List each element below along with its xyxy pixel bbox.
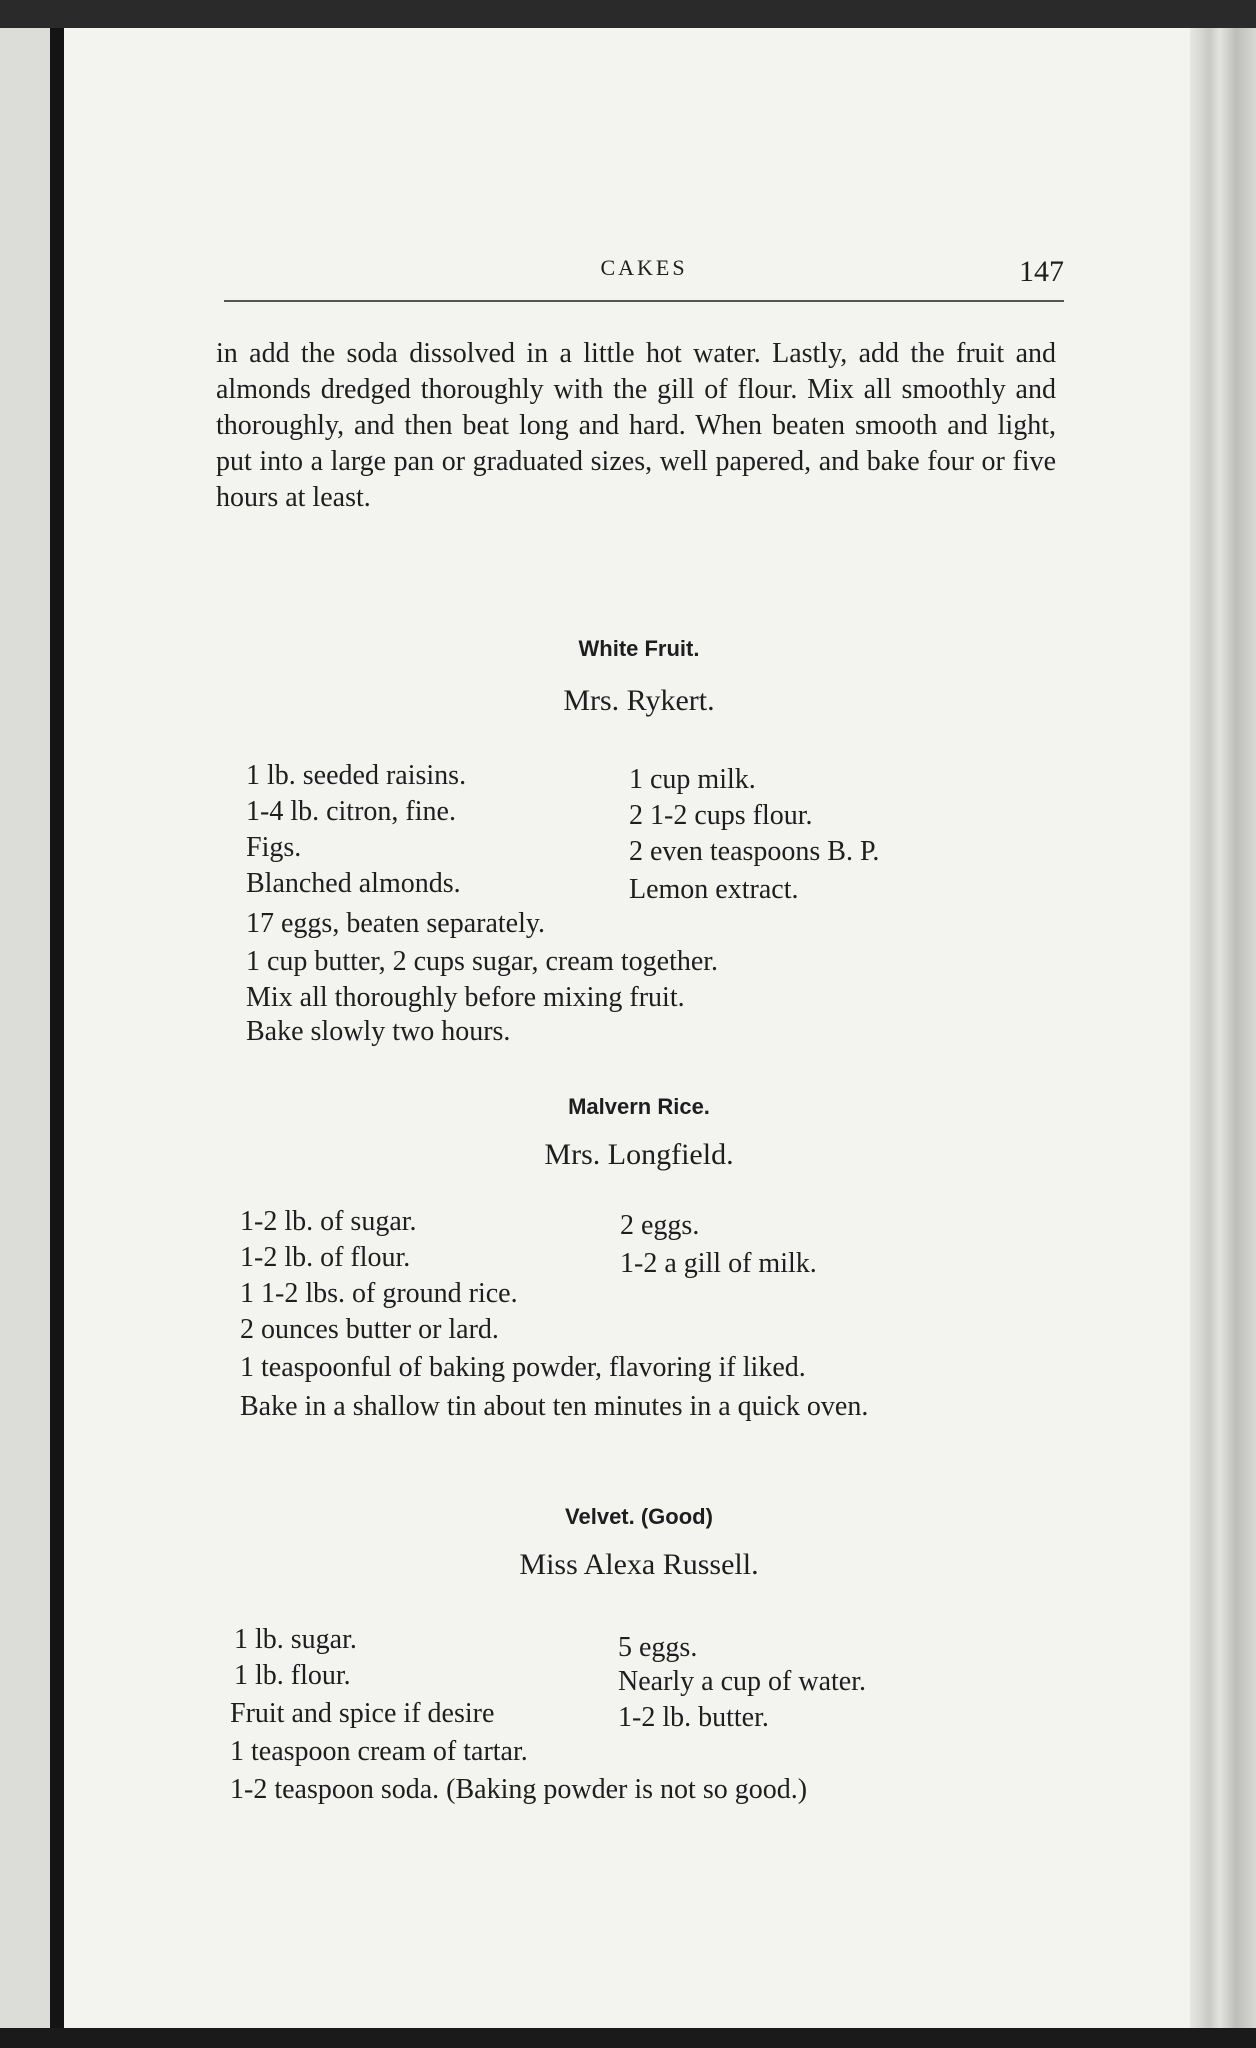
ingredient-right: Lemon extract. [629, 874, 799, 905]
book-gutter [50, 28, 64, 2028]
page-number: 147 [1019, 255, 1064, 288]
ingredient-right: 1 cup milk. [629, 764, 756, 795]
header-rule [224, 300, 1064, 302]
ingredient-right: 2 eggs. [620, 1210, 700, 1241]
ingredient-left: Figs. [246, 832, 302, 863]
ingredient-left: 1 lb. seeded raisins. [246, 760, 467, 791]
recipe-method: Bake in a shallow tin about ten minutes in a quick oven. [240, 1391, 869, 1422]
ingredient-right: 1-2 a gill of milk. [620, 1248, 817, 1279]
recipe-line: Mix all thoroughly before mixing fruit. [246, 982, 685, 1013]
recipe-line: 1 1-2 lbs. of ground rice. [240, 1278, 518, 1309]
recipe-author: Mrs. Longfield. [544, 1138, 734, 1171]
running-head [224, 233, 1064, 293]
ingredient-right: 2 1-2 cups flour. [629, 800, 813, 831]
scan-border [0, 2028, 1256, 2048]
ingredient-right: 5 eggs. [618, 1632, 698, 1663]
ingredient-left: 1 lb. flour. [234, 1660, 351, 1691]
left-page-edge [0, 28, 50, 2028]
recipe-author: Mrs. Rykert. [563, 684, 715, 717]
ingredient-left: Fruit and spice if desire [230, 1698, 495, 1729]
recipe-title: Malvern Rice. [568, 1094, 710, 1119]
ingredient-right: 2 even teaspoons B. P. [629, 836, 880, 867]
recipe-line: Bake slowly two hours. [246, 1016, 511, 1047]
recipe-line: 1 cup butter, 2 cups sugar, cream together. [246, 946, 719, 977]
recipe-line: 1 teaspoonful of baking powder, flavoring if liked. [240, 1352, 806, 1383]
page-content [64, 28, 1214, 2028]
recipe-title: Velvet. (Good) [565, 1504, 713, 1529]
ingredient-left: 1-4 lb. citron, fine. [246, 796, 456, 827]
ingredient-left: 1-2 lb. of sugar. [240, 1206, 417, 1237]
recipe-line: 17 eggs, beaten separately. [246, 908, 546, 939]
recipe-line: 1 teaspoon cream of tartar. [230, 1736, 528, 1767]
recipe-line: 2 ounces butter or lard. [240, 1314, 499, 1345]
ingredient-left: Blanched almonds. [246, 868, 461, 899]
running-title: CAKES [600, 255, 688, 280]
ingredient-right: Nearly a cup of water. [618, 1666, 866, 1697]
page-edge-stack [1190, 28, 1256, 2028]
ingredient-left: 1-2 lb. of flour. [240, 1242, 411, 1273]
recipe-method: 1-2 teaspoon soda. (Baking powder is not so good.) [230, 1774, 808, 1805]
book-page [64, 28, 1214, 2028]
continued-paragraph: in add the soda dissolved in a little hot water. Lastly, add the fruit and almonds dredged thoroughly with the gill of flour. Mix all smoothly and thoroughly, and then beat long and hard. When beaten smooth and light, put into a large pan or graduated sizes, well papered, and bake four or five hours at least. [216, 338, 1056, 513]
ingredient-left: 1 lb. sugar. [234, 1624, 357, 1655]
recipe-title: White Fruit. [578, 636, 700, 661]
recipe-author: Miss Alexa Russell. [519, 1548, 759, 1581]
ingredient-right: 1-2 lb. butter. [618, 1702, 769, 1733]
